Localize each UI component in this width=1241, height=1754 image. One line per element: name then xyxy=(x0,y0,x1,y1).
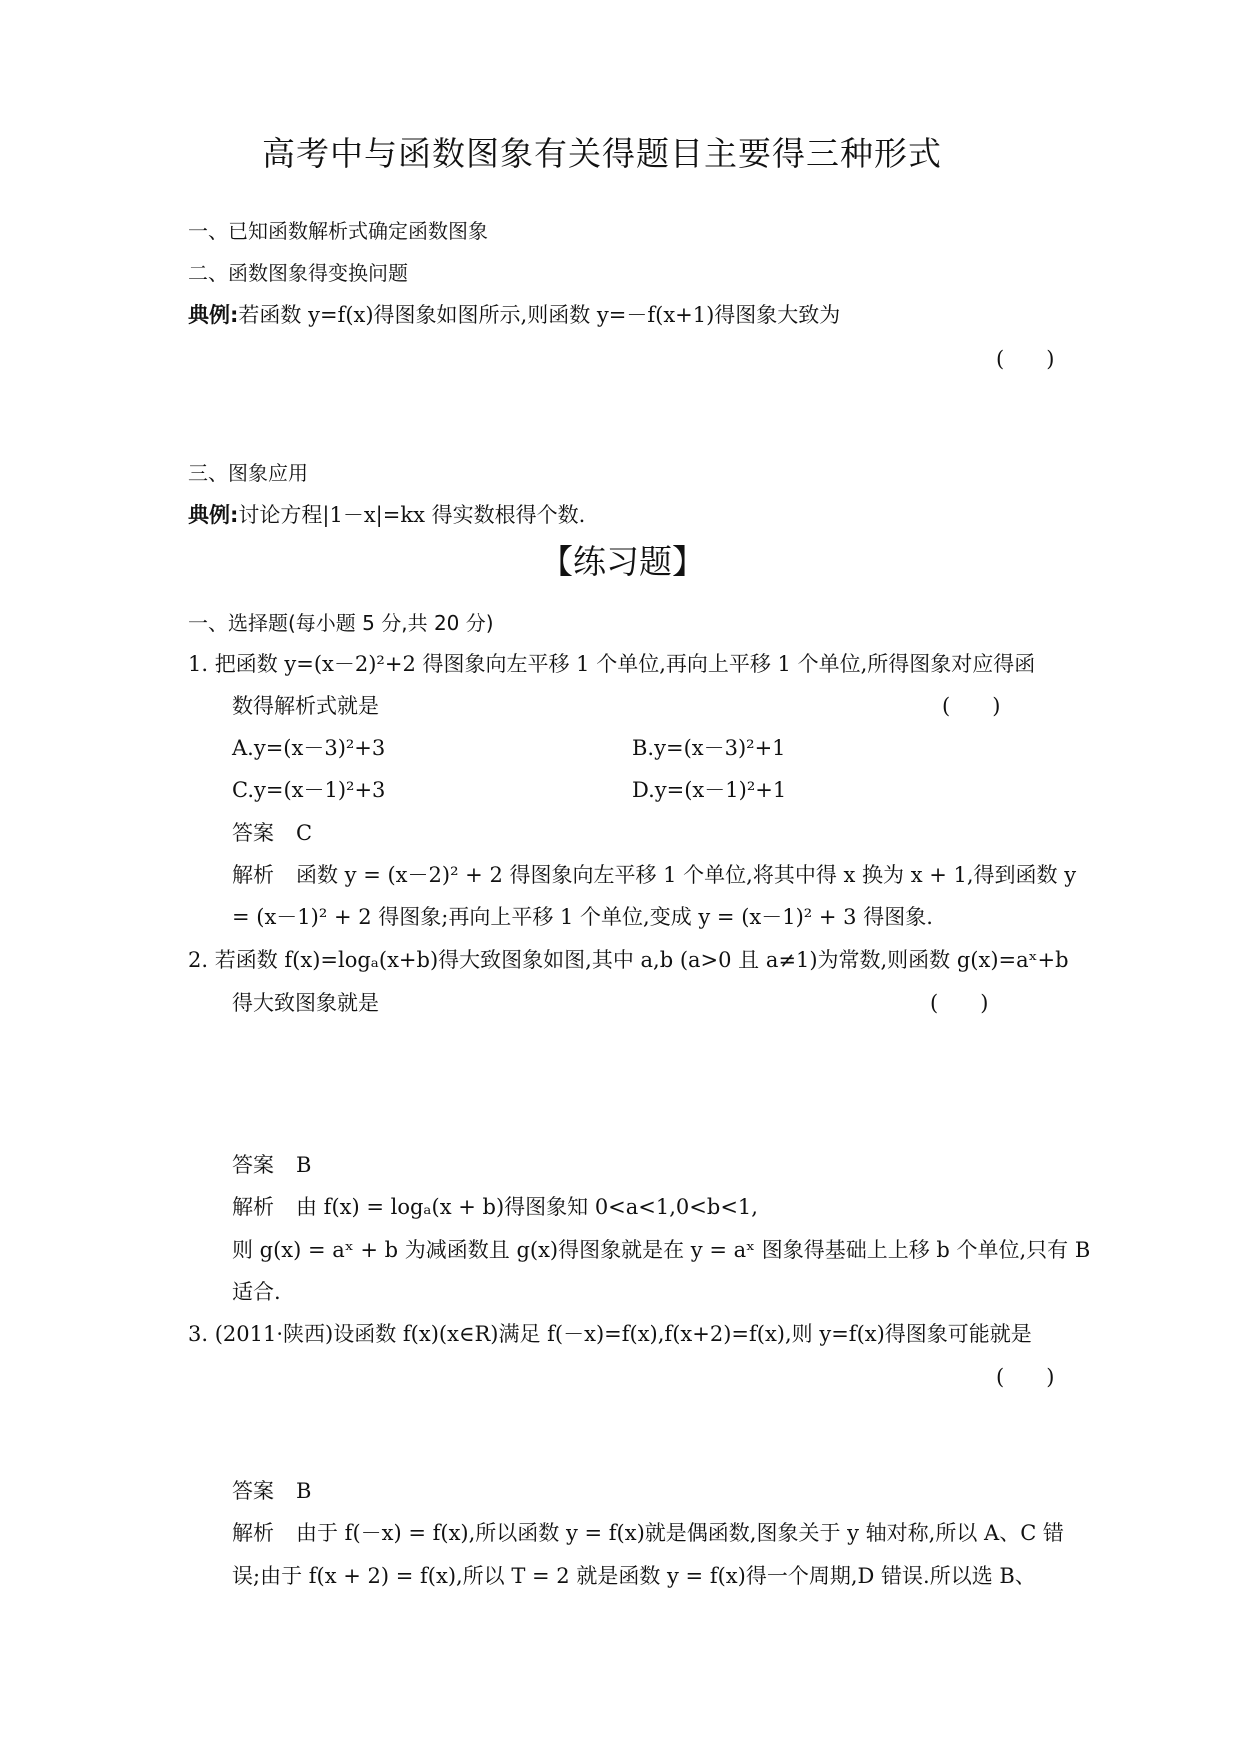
answer-blank: ( ) xyxy=(996,347,1055,371)
question-1-line-2: 数得解析式就是 xyxy=(232,694,379,718)
question-1-line-1: 1. 把函数 y=(x－2)²+2 得图象向左平移 1 个单位,再向上平移 1 个单位,所得图象对应得函 xyxy=(188,652,1036,676)
answer-row xyxy=(232,1476,311,1506)
example-3 xyxy=(188,500,585,530)
example-label: 典例: xyxy=(188,503,239,527)
section-heading-2: 二、函数图象得变换问题 xyxy=(188,261,408,285)
answer-row xyxy=(232,818,312,848)
answer-label: 答案 xyxy=(232,1479,274,1503)
question-3-line-1: 3. (2011·陕西)设函数 f(x)(x∈R)满足 f(－x)=f(x),f(x+2)=f(x),则 y=f(x)得图象可能就是 xyxy=(188,1322,1032,1346)
answer-blank: ( ) xyxy=(930,991,989,1015)
option-c: C.y=(x－1)²+3 xyxy=(232,778,386,802)
analysis-label: 解析 xyxy=(232,1521,274,1545)
analysis-text: 由 f(x) = logₐ(x + b)得图象知 0<a<1,0<b<1, xyxy=(296,1195,758,1219)
practice-title: 【练习题】 xyxy=(540,542,705,581)
analysis-line-2: 误;由于 f(x + 2) = f(x),所以 T = 2 就是函数 y = f(x)得一个周期,D 错误.所以选 B、 xyxy=(232,1564,1036,1588)
analysis-line-1 xyxy=(232,1518,1064,1548)
example-text: 讨论方程|1－x|=kx 得实数根得个数. xyxy=(238,503,586,527)
answer-blank: ( ) xyxy=(942,694,1001,718)
document-title: 高考中与函数图象有关得题目主要得三种形式 xyxy=(262,134,942,173)
answer-label: 答案 xyxy=(232,1153,274,1177)
question-2-line-1: 2. 若函数 f(x)=logₐ(x+b)得大致图象如图,其中 a,b (a>0 且 a≠1)为常数,则函数 g(x)=aˣ+b xyxy=(188,948,1069,972)
section-heading-3: 三、图象应用 xyxy=(188,461,308,485)
analysis-line-3: 适合. xyxy=(232,1280,281,1304)
example-text: 若函数 y=f(x)得图象如图所示,则函数 y=－f(x+1)得图象大致为 xyxy=(238,303,841,327)
analysis-text: 由于 f(－x) = f(x),所以函数 y = f(x)就是偶函数,图象关于 y 轴对称,所以 A、C 错 xyxy=(296,1521,1064,1545)
option-d: D.y=(x－1)²+1 xyxy=(632,778,787,802)
option-b: B.y=(x－3)²+1 xyxy=(632,736,786,760)
answer-value: C xyxy=(296,821,313,845)
answer-value: B xyxy=(296,1153,312,1177)
analysis-label: 解析 xyxy=(232,863,274,887)
question-2-line-2: 得大致图象就是 xyxy=(232,991,379,1015)
analysis-line-2: = (x－1)² + 2 得图象;再向上平移 1 个单位,变成 y = (x－1)² + 3 得图象. xyxy=(232,905,933,929)
answer-row xyxy=(232,1150,311,1180)
analysis-line-1 xyxy=(232,1192,758,1222)
option-a: A.y=(x－3)²+3 xyxy=(232,736,386,760)
answer-value: B xyxy=(296,1479,312,1503)
answer-blank: ( ) xyxy=(996,1365,1055,1389)
analysis-line-2: 则 g(x) = aˣ + b 为减函数且 g(x)得图象就是在 y = aˣ 图象得基础上上移 b 个单位,只有 B xyxy=(232,1238,1091,1262)
section-heading-1: 一、已知函数解析式确定函数图象 xyxy=(188,219,488,243)
analysis-line-1 xyxy=(232,860,1076,890)
answer-label: 答案 xyxy=(232,821,274,845)
analysis-text: 函数 y = (x－2)² + 2 得图象向左平移 1 个单位,将其中得 x 换为 x + 1,得到函数 y xyxy=(296,863,1077,887)
choice-heading: 一、选择题(每小题 5 分,共 20 分) xyxy=(188,611,494,635)
example-2 xyxy=(188,300,840,330)
example-label: 典例: xyxy=(188,303,239,327)
analysis-label: 解析 xyxy=(232,1195,274,1219)
